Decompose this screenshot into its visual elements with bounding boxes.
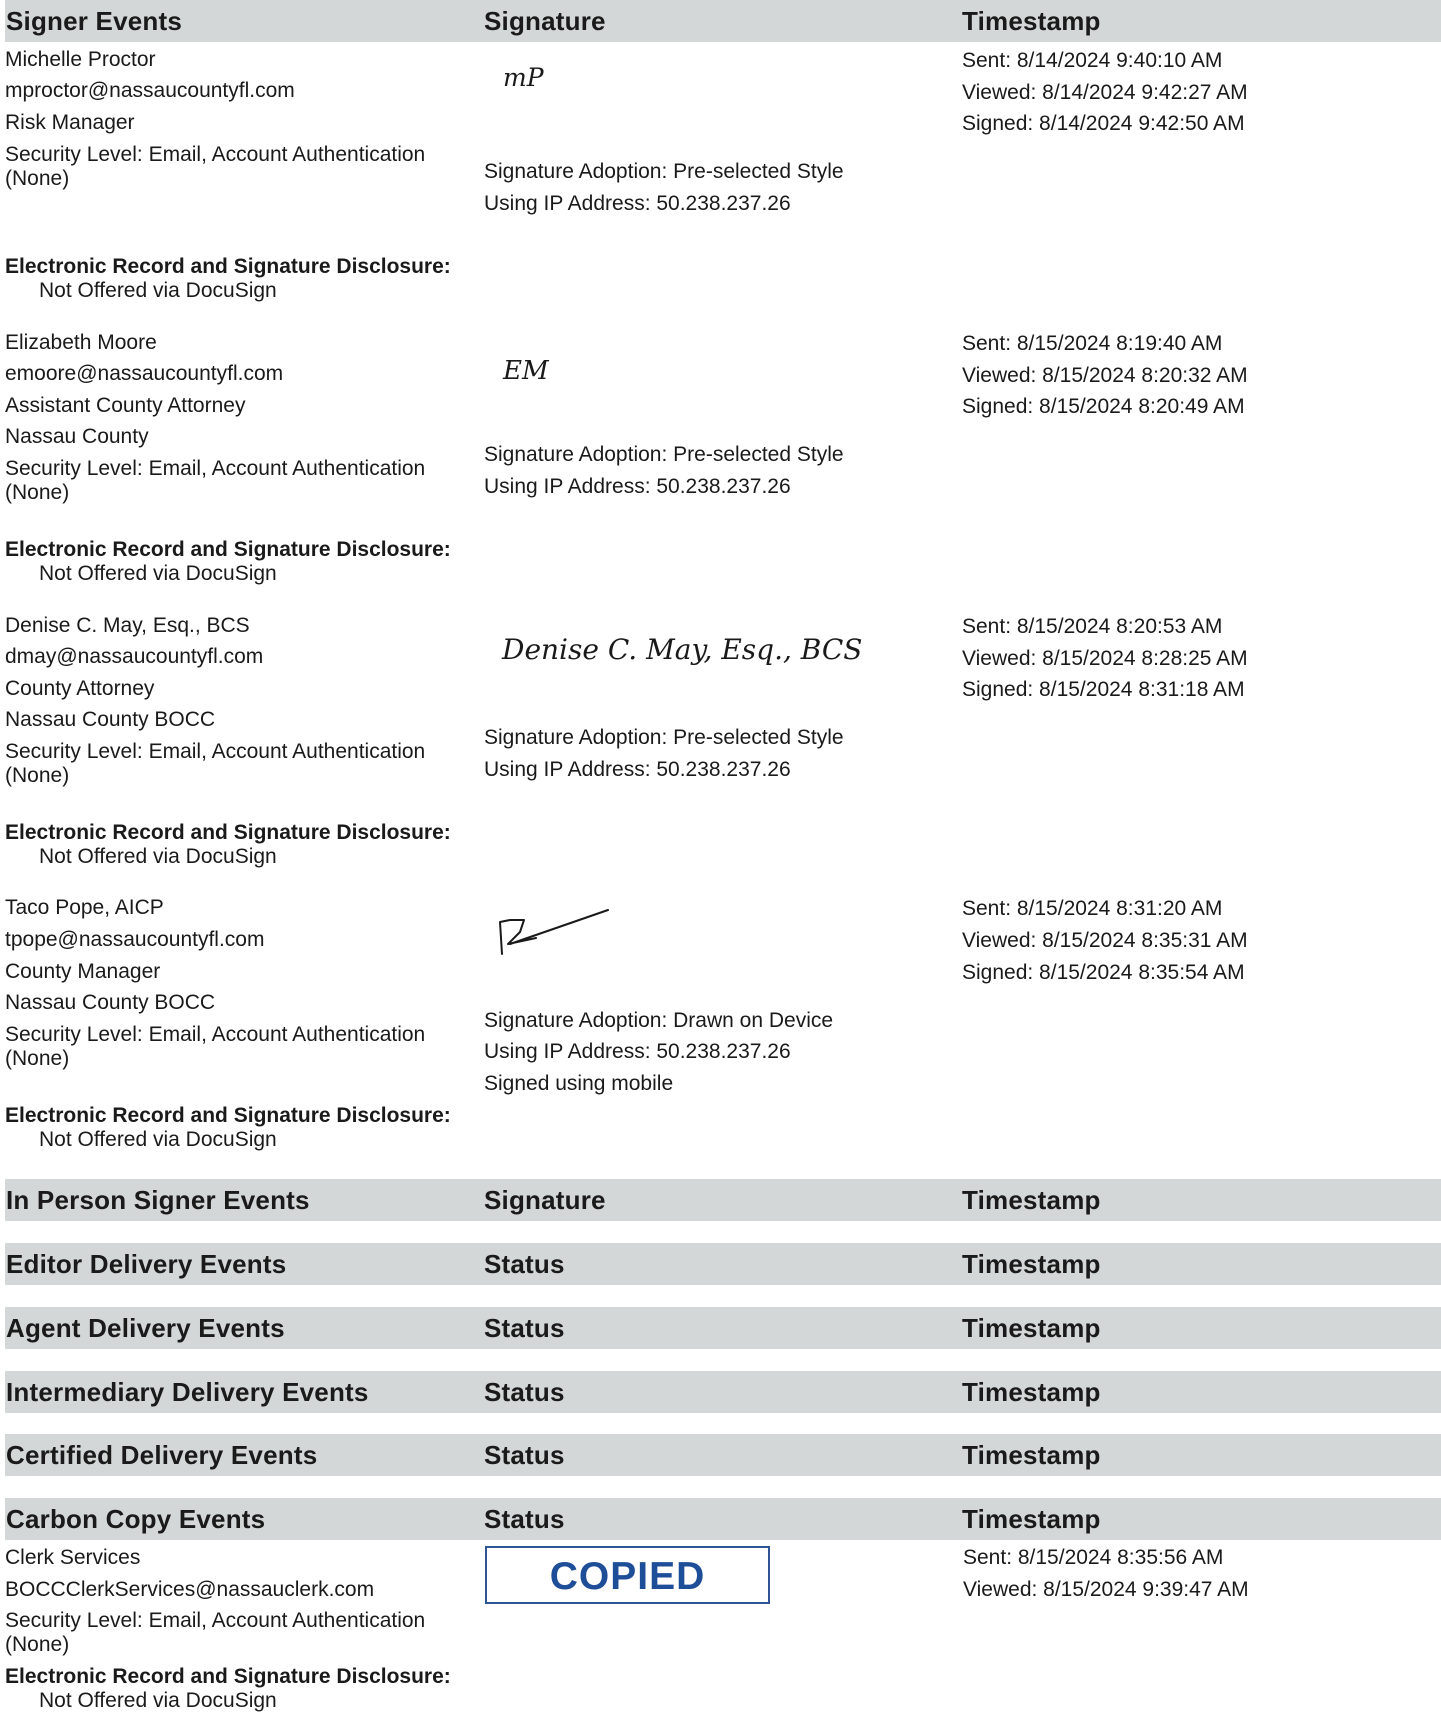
ip-address: Using IP Address: 50.238.237.26 <box>484 758 791 781</box>
header-timestamp: Timestamp <box>962 1185 1101 1215</box>
signer-organization: Nassau County BOCC <box>5 708 216 731</box>
viewed-timestamp: Viewed: 8/15/2024 8:20:32 AM <box>962 364 1248 387</box>
signature-adoption: Signature Adoption: Drawn on Device <box>484 1009 834 1032</box>
disclosure-label: Electronic Record and Signature Disclosure: <box>5 1665 451 1688</box>
header-title: In Person Signer Events <box>6 1185 310 1215</box>
signature-image: EM <box>503 356 549 386</box>
signer-events-header <box>5 0 1441 42</box>
signer-title: Risk Manager <box>5 111 135 134</box>
signer-email: emoore@nassaucountyfl.com <box>5 362 284 385</box>
sent-timestamp: Sent: 8/15/2024 8:35:56 AM <box>963 1546 1224 1569</box>
signer-name: Denise C. May, Esq., BCS <box>5 614 250 637</box>
signer-security: Security Level: Email, Account Authentication <box>5 1023 426 1046</box>
header-timestamp: Timestamp <box>962 1504 1101 1534</box>
ip-address: Using IP Address: 50.238.237.26 <box>484 1040 791 1063</box>
header-status: Status <box>484 1377 565 1407</box>
viewed-timestamp: Viewed: 8/15/2024 8:28:25 AM <box>962 647 1248 670</box>
signature-adoption: Signature Adoption: Pre-selected Style <box>484 160 844 183</box>
signer-security-none: (None) <box>5 481 70 504</box>
header-timestamp: Timestamp <box>962 6 1101 36</box>
recipient-email: BOCCClerkServices@nassauclerk.com <box>5 1578 375 1601</box>
header-title: Carbon Copy Events <box>6 1504 266 1534</box>
signer-title: County Manager <box>5 960 161 983</box>
signer-email: mproctor@nassaucountyfl.com <box>5 79 295 102</box>
ip-address: Using IP Address: 50.238.237.26 <box>484 192 791 215</box>
viewed-timestamp: Viewed: 8/15/2024 8:35:31 AM <box>962 929 1248 952</box>
header-timestamp: Timestamp <box>962 1377 1101 1407</box>
signer-email: dmay@nassaucountyfl.com <box>5 645 264 668</box>
signer-name: Michelle Proctor <box>5 48 156 71</box>
copied-status-stamp: COPIED <box>485 1546 770 1604</box>
header-status: Status <box>484 1504 565 1534</box>
disclosure-label: Electronic Record and Signature Disclosure: <box>5 821 451 844</box>
intermediary-delivery-events-header <box>5 1371 1441 1413</box>
header-timestamp: Timestamp <box>962 1249 1101 1279</box>
signature-adoption: Signature Adoption: Pre-selected Style <box>484 726 844 749</box>
signed-timestamp: Signed: 8/15/2024 8:20:49 AM <box>962 395 1245 418</box>
signer-security-none: (None) <box>5 764 70 787</box>
sent-timestamp: Sent: 8/15/2024 8:31:20 AM <box>962 897 1223 920</box>
signer-organization: Nassau County BOCC <box>5 991 216 1014</box>
disclosure-value: Not Offered via DocuSign <box>39 562 277 585</box>
signer-organization: Nassau County <box>5 425 149 448</box>
signer-security: Security Level: Email, Account Authentication <box>5 457 426 480</box>
recipient-security: Security Level: Email, Account Authentication <box>5 1609 426 1632</box>
header-status: Status <box>484 1313 565 1343</box>
carbon-copy-events-header <box>5 1498 1441 1540</box>
disclosure-value: Not Offered via DocuSign <box>39 1689 277 1712</box>
header-signature: Signature <box>484 1185 606 1215</box>
header-title: Intermediary Delivery Events <box>6 1377 369 1407</box>
disclosure-label: Electronic Record and Signature Disclosure: <box>5 255 451 278</box>
header-title: Certified Delivery Events <box>6 1440 318 1470</box>
signer-name: Taco Pope, AICP <box>5 896 164 919</box>
sent-timestamp: Sent: 8/14/2024 9:40:10 AM <box>962 49 1223 72</box>
sent-timestamp: Sent: 8/15/2024 8:20:53 AM <box>962 615 1223 638</box>
header-timestamp: Timestamp <box>962 1313 1101 1343</box>
signed-timestamp: Signed: 8/15/2024 8:31:18 AM <box>962 678 1245 701</box>
header-title: Signer Events <box>6 6 182 36</box>
disclosure-value: Not Offered via DocuSign <box>39 845 277 868</box>
certified-delivery-events-header <box>5 1434 1441 1476</box>
signer-security-none: (None) <box>5 1047 70 1070</box>
signer-security-none: (None) <box>5 167 70 190</box>
header-status: Status <box>484 1249 565 1279</box>
signer-security: Security Level: Email, Account Authentication <box>5 740 426 763</box>
header-signature: Signature <box>484 6 606 36</box>
agent-delivery-events-header <box>5 1307 1441 1349</box>
signer-security: Security Level: Email, Account Authentication <box>5 143 426 166</box>
signed-timestamp: Signed: 8/15/2024 8:35:54 AM <box>962 961 1245 984</box>
signature-image: mP <box>503 63 544 92</box>
disclosure-label: Electronic Record and Signature Disclosure: <box>5 538 451 561</box>
disclosure-value: Not Offered via DocuSign <box>39 1128 277 1151</box>
viewed-timestamp: Viewed: 8/14/2024 9:42:27 AM <box>962 81 1248 104</box>
signer-title: County Attorney <box>5 677 155 700</box>
header-timestamp: Timestamp <box>962 1440 1101 1470</box>
viewed-timestamp: Viewed: 8/15/2024 9:39:47 AM <box>963 1578 1249 1601</box>
signed-using-mobile: Signed using mobile <box>484 1072 674 1095</box>
drawn-signature-image <box>496 906 616 956</box>
signer-title: Assistant County Attorney <box>5 394 246 417</box>
disclosure-label: Electronic Record and Signature Disclosure: <box>5 1104 451 1127</box>
header-title: Agent Delivery Events <box>6 1313 285 1343</box>
signature-adoption: Signature Adoption: Pre-selected Style <box>484 443 844 466</box>
signed-timestamp: Signed: 8/14/2024 9:42:50 AM <box>962 112 1245 135</box>
signature-image: Denise C. May, Esq., BCS <box>502 633 863 666</box>
ip-address: Using IP Address: 50.238.237.26 <box>484 475 791 498</box>
recipient-name: Clerk Services <box>5 1546 141 1569</box>
in-person-signer-events-header <box>5 1179 1441 1221</box>
header-title: Editor Delivery Events <box>6 1249 287 1279</box>
sent-timestamp: Sent: 8/15/2024 8:19:40 AM <box>962 332 1223 355</box>
signer-email: tpope@nassaucountyfl.com <box>5 928 265 951</box>
editor-delivery-events-header <box>5 1243 1441 1285</box>
disclosure-value: Not Offered via DocuSign <box>39 279 277 302</box>
recipient-security-none: (None) <box>5 1633 70 1656</box>
signer-name: Elizabeth Moore <box>5 331 157 354</box>
header-status: Status <box>484 1440 565 1470</box>
